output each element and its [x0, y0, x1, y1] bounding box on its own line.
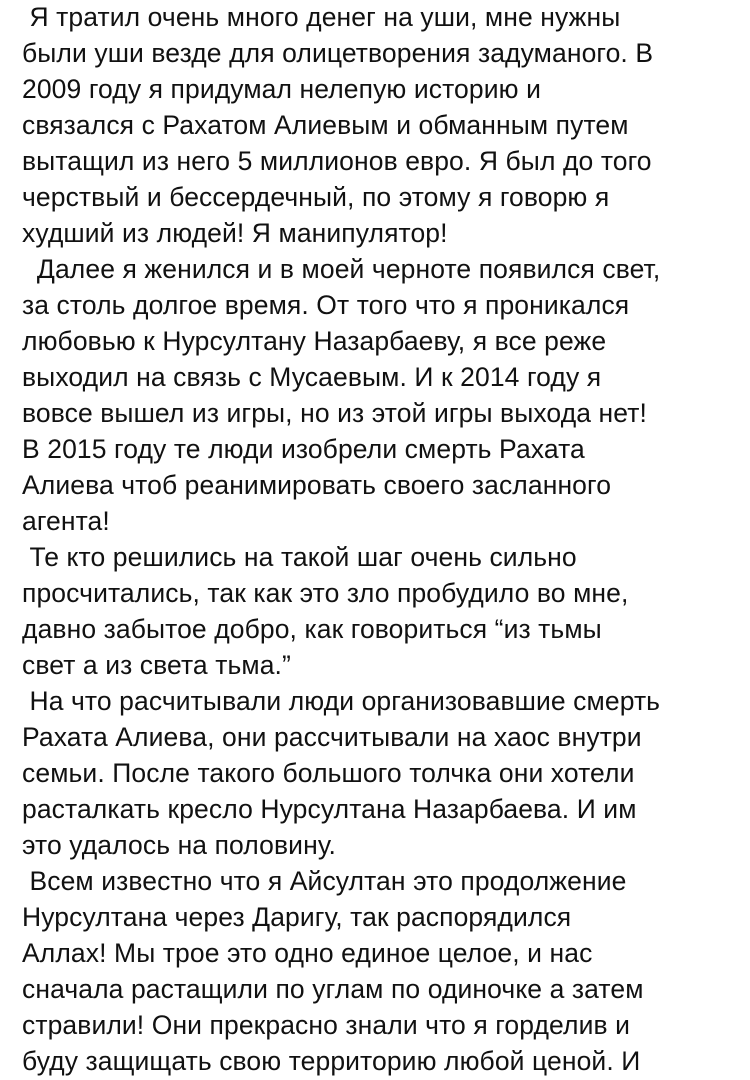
text-line: Те кто решились на такой шаг очень сильно [22, 542, 577, 572]
text-line: Аллах! Мы трое это одно единое целое, и нас [22, 938, 593, 968]
text-line: связался с Рахатом Алиевым и обманным путем [22, 110, 629, 140]
text-line: расталкать кресло Нурсултана Назарбаева. И им [22, 794, 637, 824]
text-line: черствый и бессердечный, по этому я говорю я [22, 182, 610, 212]
text-line: любовью к Нурсултану Назарбаеву, я все реже [22, 326, 607, 356]
text-line: свет а из света тьма.” [22, 650, 291, 680]
text-line: Всем известно что я Айсултан это продолжение [22, 866, 627, 896]
text-line: В 2015 году те люди изобрели смерть Рахата [22, 434, 585, 464]
post-text-body [22, 0, 734, 1079]
text-line: были уши везде для олицетворения задуманого. В [22, 38, 654, 68]
text-line: за столь долгое время. От того что я проникался [22, 290, 630, 320]
text-line: Я тратил очень много денег на уши, мне нужны [22, 2, 621, 32]
text-line: На что расчитывали люди организовавшие смерть [22, 686, 661, 716]
text-line: Нурсултана через Даригу, так распорядился [22, 902, 572, 932]
text-line: просчитались, так как это зло пробудило во мне, [22, 578, 629, 608]
text-line: вытащил из него 5 миллионов евро. Я был до того [22, 146, 652, 176]
text-line: это удалось на половину. [22, 830, 336, 860]
text-line: худший из людей! Я манипулятор! [22, 218, 448, 248]
text-line: агента! [22, 506, 110, 536]
text-line: выходил на связь с Мусаевым. И к 2014 году я [22, 362, 602, 392]
text-line: вовсе вышел из игры, но из этой игры выхода нет! [22, 398, 647, 428]
text-line: буду защищать свою территорию любой ценой. И [22, 1046, 641, 1076]
text-line: Рахата Алиева, они рассчитывали на хаос внутри [22, 722, 642, 752]
text-line: семьи. После такого большого толчка они хотели [22, 758, 635, 788]
text-line: Далее я женился и в моей черноте появился свет, [22, 254, 661, 284]
text-line: сначала растащили по углам по одиночке а затем [22, 974, 644, 1004]
text-line: 2009 году я придумал нелепую историю и [22, 74, 541, 104]
text-line: Алиева чтоб реанимировать своего засланного [22, 470, 612, 500]
text-line: стравили! Они прекрасно знали что я горделив и [22, 1010, 631, 1040]
text-line: давно забытое добро, как говориться “из тьмы [22, 614, 602, 644]
